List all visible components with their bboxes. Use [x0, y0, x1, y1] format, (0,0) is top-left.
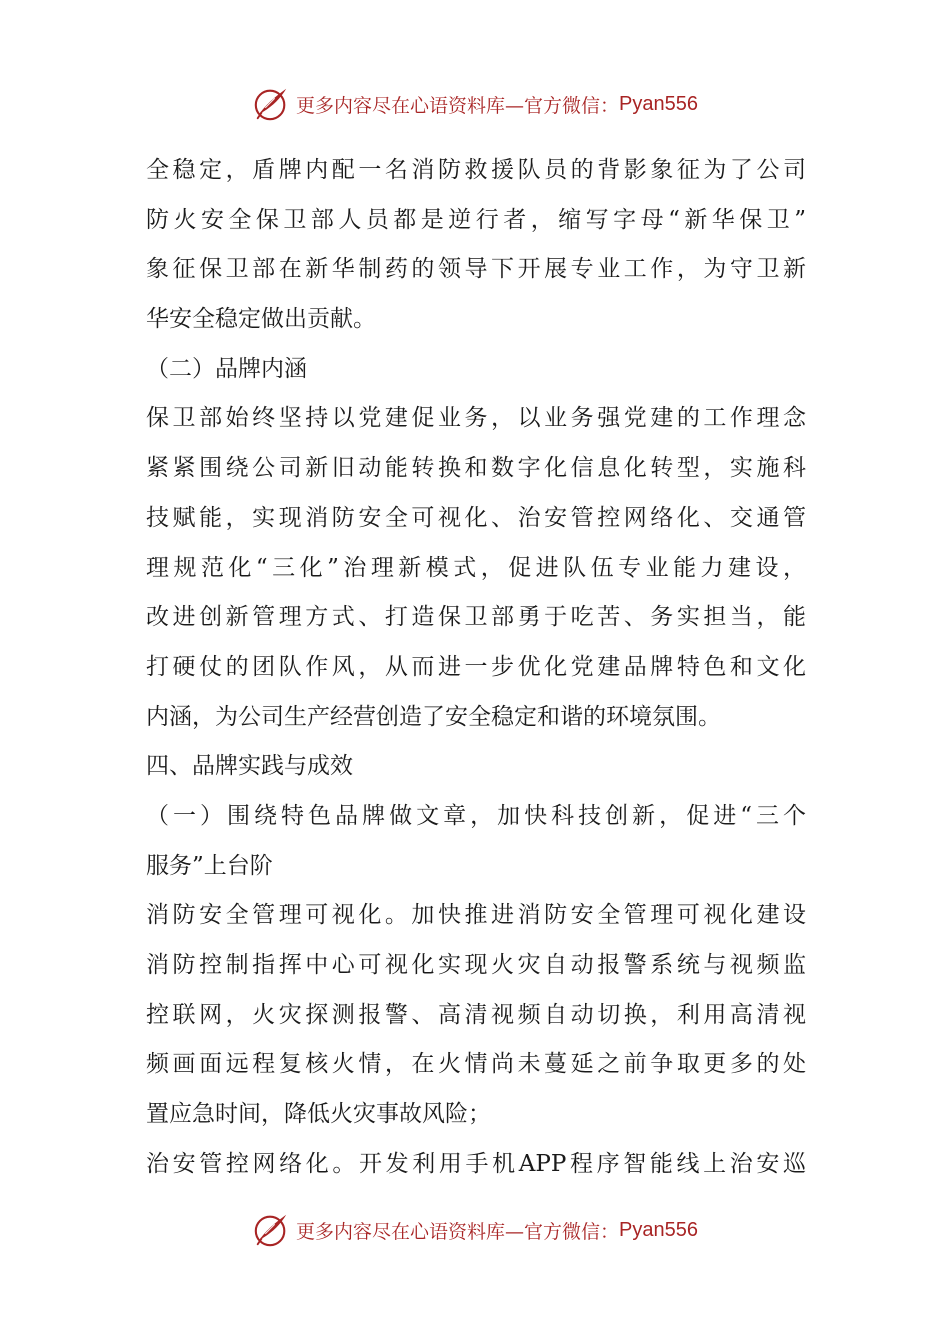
text-line: 置应急时间，降低火灾事故风险； [146, 1101, 491, 1128]
text-line: 控联网，火灾探测报警、高清视频自动切换，利用高清视 [146, 1001, 806, 1028]
text-line: 打硬仗的团队作风，从而进一步优化党建品牌特色和文化 [146, 653, 806, 680]
watermark-wechat-id: Pyan556 [619, 92, 698, 115]
text-line: 内涵，为公司生产经营创造了安全稳定和谐的环境氛围。 [146, 703, 721, 730]
footer-watermark [0, 1210, 950, 1250]
text-line: 保卫部始终坚持以党建促业务，以业务强党建的工作理念 [146, 405, 806, 432]
text-line: 消防控制指挥中心可视化实现火灾自动报警系统与视频监 [146, 952, 806, 978]
text-line: 紧紧围绕公司新旧动能转换和数字化信息化转型，实施科 [146, 455, 806, 482]
text-line: （一）围绕特色品牌做文章，加快科技创新，促进“三个 [146, 802, 806, 829]
quill-logo-icon [252, 1211, 290, 1249]
text-line: 华安全稳定做出贡献。 [146, 306, 376, 333]
text-line: 技赋能，实现消防安全可视化、治安管控网络化、交通管 [146, 504, 806, 531]
watermark-wechat-id: Pyan556 [619, 1218, 698, 1241]
watermark-text: 更多内容尽在心语资料库—官方微信： [296, 1220, 620, 1243]
text-line: 理规范化“三化”治理新模式，促进队伍专业能力建设， [146, 554, 806, 581]
text-line: 防火安全保卫部人员都是逆行者，缩写字母“新华保卫” [146, 206, 806, 233]
watermark-text: 更多内容尽在心语资料库—官方微信： [296, 94, 620, 117]
text-line: 服务”上台阶 [146, 852, 273, 879]
text-line: 消防安全管理可视化。加快推进消防安全管理可视化建设 [146, 902, 806, 929]
quill-logo-icon [252, 85, 290, 123]
text-line: 治安管控网络化。开发利用手机APP程序智能线上治安巡 [146, 1150, 806, 1177]
text-line: 频画面远程复核火情，在火情尚未蔓延之前争取更多的处 [146, 1051, 806, 1078]
document-body [146, 146, 806, 1189]
header-watermark [0, 84, 950, 124]
text-line: 四、品牌实践与成效 [146, 753, 353, 780]
text-line: 全稳定，盾牌内配一名消防救援队员的背影象征为了公司 [146, 157, 806, 183]
text-line: （二）品牌内涵 [146, 355, 307, 382]
text-line: 改进创新管理方式、打造保卫部勇于吃苦、务实担当，能 [146, 604, 806, 631]
text-line: 象征保卫部在新华制药的领导下开展专业工作，为守卫新 [146, 256, 806, 283]
